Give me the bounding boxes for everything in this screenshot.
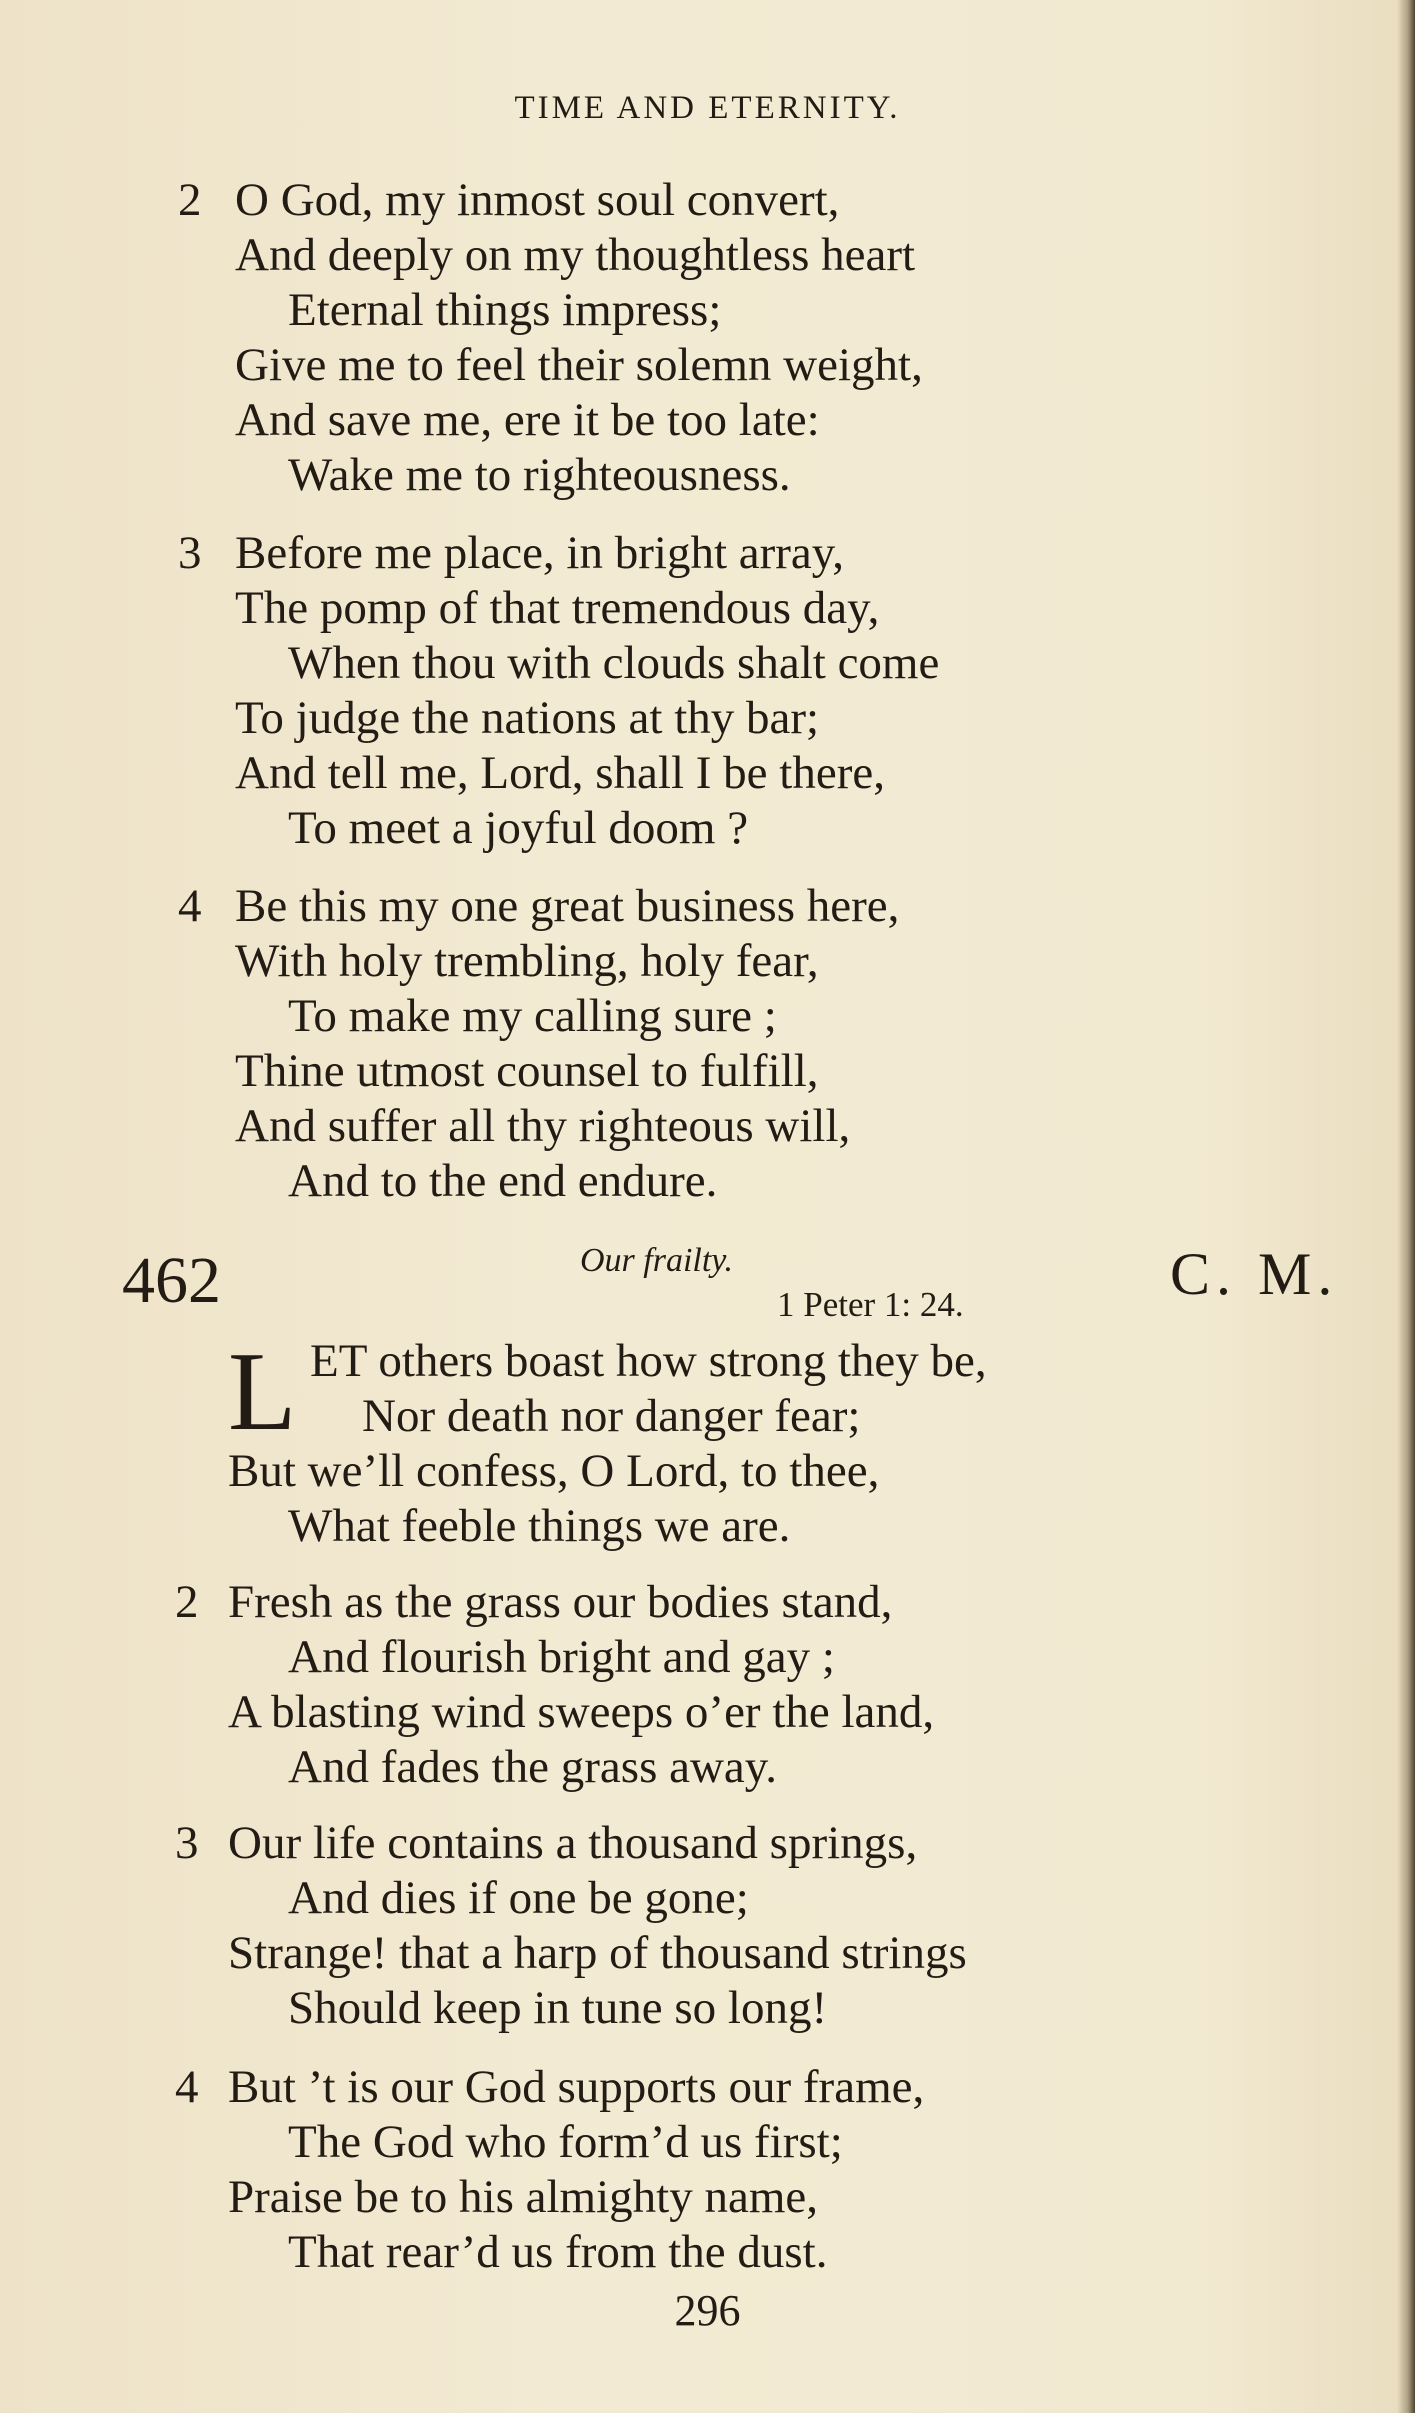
verse-line: Should keep in tune so long! (288, 1982, 828, 2034)
verse-line: Praise be to his almighty name, (228, 2171, 819, 2223)
verse-line: Fresh as the grass our bodies stand, (228, 1576, 893, 1628)
verse-line: A blasting wind sweeps o’er the land, (228, 1686, 935, 1738)
hymn-number: 462 (122, 1244, 221, 1317)
stanza-number: 2 (175, 1576, 199, 1628)
verse-line: And tell me, Lord, shall I be there, (235, 747, 885, 799)
verse-line: O God, my inmost soul convert, (235, 174, 840, 226)
verse-line: And save me, ere it be too late: (235, 394, 820, 446)
verse-line: And to the end endure. (288, 1155, 718, 1207)
verse-line: Be this my one great business here, (235, 880, 900, 932)
hymn-subject: Our frailty. (580, 1242, 734, 1279)
verse-line: ET others boast how strong they be, (310, 1335, 987, 1387)
verse-line: Before me place, in bright array, (235, 527, 844, 579)
verse-line: And dies if one be gone; (288, 1872, 749, 1924)
verse-line: When thou with clouds shalt come (288, 637, 940, 689)
verse-line: Strange! that a harp of thousand strings (228, 1927, 967, 1979)
verse-line: And fades the grass away. (288, 1741, 777, 1793)
hymn-meter: C. M. (1170, 1241, 1339, 1307)
verse-line: Our life contains a thousand springs, (228, 1817, 918, 1869)
drop-cap: L (228, 1330, 297, 1454)
verse-line: The God who form’d us first; (288, 2116, 843, 2168)
verse-line: Eternal things impress; (288, 284, 722, 336)
verse-line: To make my calling sure ; (288, 990, 777, 1042)
page-number: 296 (674, 2286, 741, 2335)
verse-line: And flourish bright and gay ; (288, 1631, 835, 1683)
stanza-number: 3 (175, 1817, 199, 1869)
verse-line: And suffer all thy righteous will, (235, 1100, 851, 1152)
verse-line: The pomp of that tremendous day, (235, 582, 880, 634)
verse-line: But ’t is our God supports our frame, (228, 2061, 925, 2113)
stanza-number: 4 (175, 2061, 199, 2113)
verse-line: Wake me to righteousness. (288, 449, 791, 501)
verse-line: What feeble things we are. (288, 1500, 791, 1552)
verse-line: Thine utmost counsel to fulfill, (235, 1045, 819, 1097)
stanza-number: 2 (178, 174, 202, 226)
page-edge-shadow (1397, 0, 1415, 2413)
verse-line: That rear’d us from the dust. (288, 2226, 828, 2278)
hymn-scripture: 1 Peter 1: 24. (777, 1285, 964, 1324)
verse-line: To judge the nations at thy bar; (235, 692, 820, 744)
verse-line: And deeply on my thoughtless heart (235, 229, 916, 281)
verse-line: Nor death nor danger fear; (362, 1390, 861, 1442)
verse-line: Give me to feel their solemn weight, (235, 339, 923, 391)
stanza-number: 3 (178, 527, 202, 579)
running-head: TIME AND ETERNITY. (514, 90, 901, 126)
stanza-number: 4 (178, 880, 202, 932)
verse-line: With holy trembling, holy fear, (235, 935, 819, 987)
verse-line: But we’ll confess, O Lord, to thee, (228, 1445, 880, 1497)
verse-line: To meet a joyful doom ? (288, 802, 749, 854)
